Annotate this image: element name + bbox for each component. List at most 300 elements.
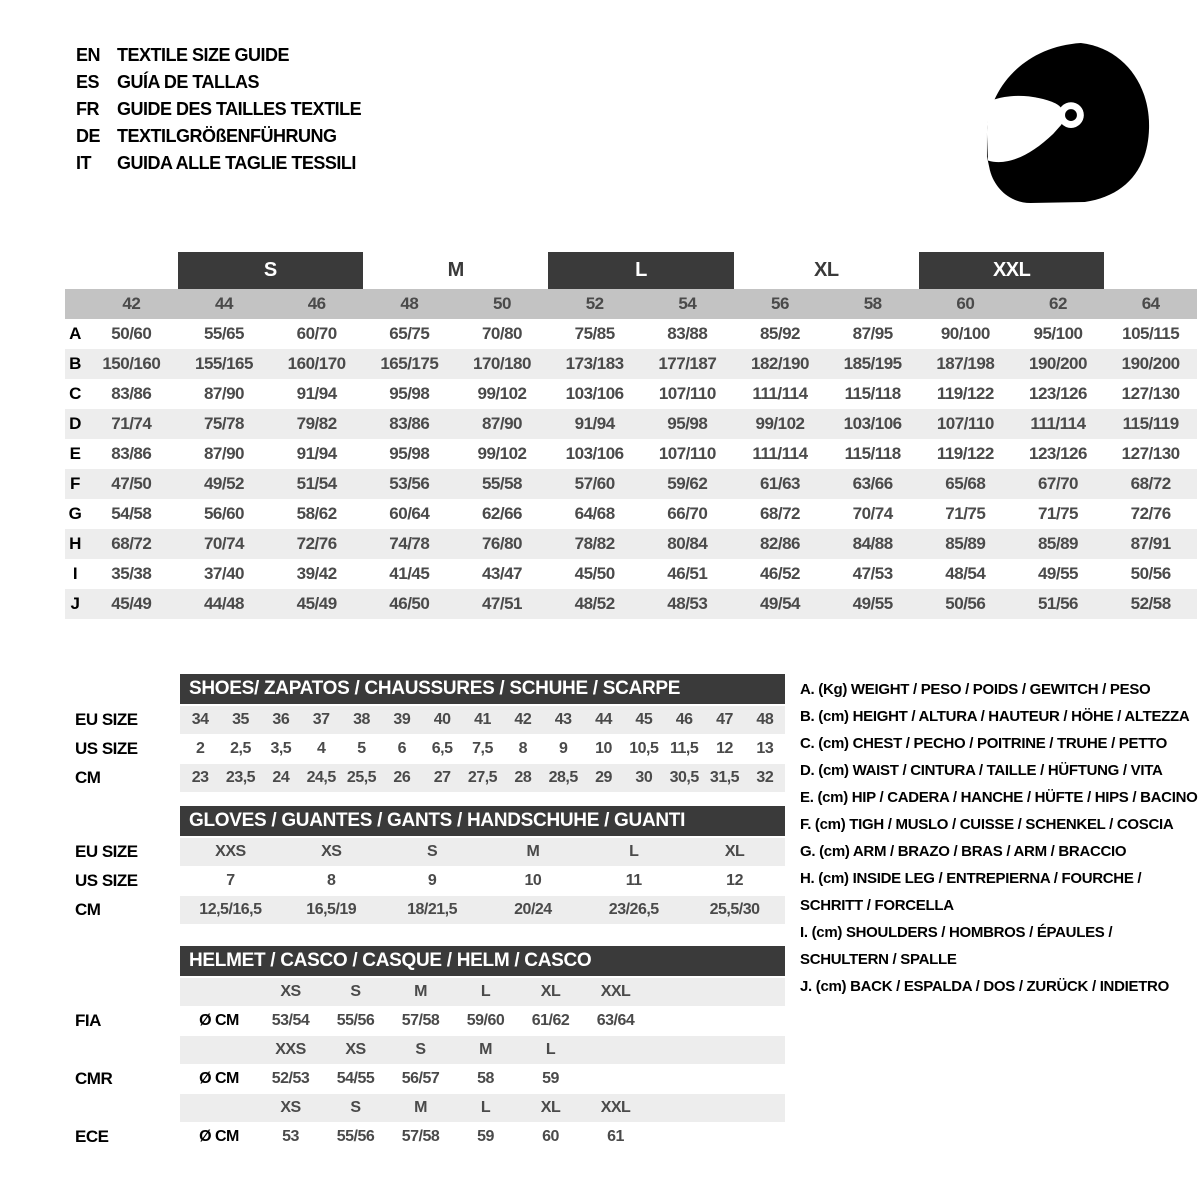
- size-category-xxl: XXL: [919, 252, 1104, 289]
- measurement-value: 46/52: [759, 564, 801, 583]
- measurement-value: 55/65: [203, 324, 245, 343]
- size-value: 9: [558, 740, 568, 757]
- size-value: 41: [474, 711, 491, 728]
- language-title: GUIDE DES TAILLES TEXTILE: [117, 99, 362, 119]
- measurement-value: 41/45: [389, 564, 430, 583]
- size-value: 23/26,5: [608, 901, 659, 918]
- size-value: 39: [393, 711, 411, 728]
- helmet-value: 55/56: [336, 1128, 375, 1145]
- diameter-unit: Ø CM: [199, 1070, 239, 1087]
- measurement-value: 71/75: [1037, 504, 1079, 523]
- helmet-value: 58: [477, 1070, 494, 1087]
- measurement-value: 45/49: [296, 594, 337, 613]
- size-value: 23: [191, 769, 209, 786]
- helmet-size: XS: [345, 1041, 366, 1058]
- size-column-header: 60: [956, 294, 975, 313]
- measurement-value: 107/110: [658, 444, 716, 463]
- size-value: XS: [321, 843, 342, 860]
- size-column-header: 58: [863, 294, 882, 313]
- row-label: CM: [75, 768, 101, 787]
- measurement-value: 71/74: [111, 414, 152, 433]
- racing-helmet-icon: [985, 40, 1153, 206]
- measurement-value: 87/90: [481, 414, 523, 433]
- measurement-value: 79/82: [296, 414, 337, 433]
- size-value: 45: [635, 711, 653, 728]
- measurement-value: 150/160: [102, 354, 161, 373]
- measurement-value: 45/49: [111, 594, 152, 613]
- helmet-size: M: [414, 983, 427, 1000]
- measurement-value: 190/200: [1121, 354, 1180, 373]
- helmet-size-cells: [180, 1036, 785, 1064]
- size-value: 28: [514, 769, 532, 786]
- size-number-row: [65, 289, 1197, 319]
- legend-item: I. (cm) SHOULDERS / HOMBROS / ÉPAULES / SCHULTERN / SPALLE: [800, 924, 1113, 968]
- measurement-value: 70/74: [203, 534, 245, 553]
- helmet-rows: [75, 978, 787, 1151]
- row-letter: E: [69, 444, 81, 463]
- size-value: 47: [716, 711, 733, 728]
- language-row: [76, 42, 361, 69]
- language-code: ES: [76, 72, 100, 92]
- corner-spacer: [65, 289, 85, 319]
- helmet-value: 55/56: [336, 1012, 375, 1029]
- helmet-size: M: [414, 1099, 427, 1116]
- measurement-value: 63/66: [852, 474, 893, 493]
- row-label: US SIZE: [75, 871, 138, 890]
- measurement-value: 52/58: [1130, 594, 1171, 613]
- measurement-value: 39/42: [296, 564, 337, 583]
- size-value: 16,5/19: [306, 901, 357, 918]
- measurement-value: 182/190: [751, 354, 809, 373]
- size-column-header: 52: [585, 294, 604, 313]
- measurement-value: 95/98: [389, 444, 430, 463]
- measurement-value: 47/51: [481, 594, 523, 613]
- size-value: 10: [524, 872, 542, 889]
- size-value: L: [629, 843, 639, 860]
- measurement-value: 103/106: [843, 414, 902, 433]
- size-value: 29: [595, 769, 612, 786]
- textile-size-table: [65, 252, 1197, 619]
- helmet-value: 61: [607, 1128, 624, 1145]
- size-value: 32: [756, 769, 774, 786]
- measurement-value: 119/122: [936, 444, 994, 463]
- measurement-value: 177/187: [658, 354, 717, 373]
- measurement-value: 65/75: [389, 324, 430, 343]
- measurement-value: 95/100: [1033, 324, 1083, 343]
- measurement-value: 95/98: [667, 414, 708, 433]
- size-value: 40: [433, 711, 451, 728]
- helmet-value-cells: [180, 1007, 785, 1035]
- row-letter: B: [69, 354, 81, 373]
- measurement-value: 64/68: [574, 504, 615, 523]
- row-label: CMR: [75, 1069, 113, 1088]
- helmet-value: 57/58: [401, 1128, 440, 1145]
- measurement-row: [65, 469, 1197, 499]
- helmet-size-table: [75, 946, 787, 1152]
- row-label: EU SIZE: [75, 842, 138, 861]
- legend-item: F. (cm) TIGH / MUSLO / CUISSE / SCHENKEL / COSCIA: [800, 816, 1174, 833]
- measurement-legend: [800, 676, 1200, 1000]
- legend-item: A. (Kg) WEIGHT / PESO / POIDS / GEWITCH / PESO: [800, 681, 1151, 698]
- measurement-value: 57/60: [574, 474, 615, 493]
- measurement-value: 48/53: [667, 594, 708, 613]
- measurement-value: 50/56: [945, 594, 986, 613]
- helmet-value: 53: [282, 1128, 299, 1145]
- size-value: 18/21,5: [407, 901, 458, 918]
- measurement-value: 80/84: [667, 534, 708, 553]
- row-label: [75, 1094, 180, 1122]
- size-value: 36: [272, 711, 290, 728]
- size-value: 23,5: [225, 769, 256, 786]
- measurement-row: [65, 319, 1197, 349]
- measurement-value: 60/64: [389, 504, 430, 523]
- helmet-size-row-ece: [75, 1094, 787, 1122]
- helmet-value-cells: [180, 1123, 785, 1151]
- size-value: 13: [756, 740, 774, 757]
- measurement-value: 47/53: [852, 564, 893, 583]
- shoes-row: [75, 706, 787, 734]
- size-column-header: 50: [493, 294, 511, 313]
- measurement-value: 107/110: [658, 384, 716, 403]
- size-value: 44: [595, 711, 612, 728]
- measurement-value: 83/88: [667, 324, 708, 343]
- measurement-value: 111/114: [752, 444, 808, 463]
- measurement-value: 185/195: [843, 354, 902, 373]
- measurement-value: 111/114: [752, 384, 808, 403]
- measurement-value: 75/85: [574, 324, 615, 343]
- measurement-value: 85/92: [759, 324, 801, 343]
- measurement-value: 103/106: [565, 384, 624, 403]
- measurement-value: 68/72: [111, 534, 152, 553]
- shoes-rows: [75, 706, 787, 792]
- size-value: 6: [397, 740, 407, 757]
- measurement-value: 72/76: [1130, 504, 1171, 523]
- row-label: [75, 978, 180, 1006]
- size-value: 28,5: [548, 769, 578, 786]
- measurement-value: 165/175: [380, 354, 439, 373]
- shoes-size-table: [75, 674, 787, 793]
- helmet-value: 59/60: [466, 1012, 505, 1029]
- language-code: IT: [76, 153, 91, 173]
- shoes-table-title: SHOES/ ZAPATOS / CHAUSSURES / SCHUHE / SCARPE: [180, 674, 785, 704]
- size-value: XL: [724, 843, 745, 860]
- measurement-value: 71/75: [945, 504, 986, 523]
- size-value: 42: [514, 711, 532, 728]
- helmet-size: S: [350, 1099, 361, 1116]
- helmet-value-row-ece: [75, 1123, 787, 1151]
- row-letter: I: [72, 564, 78, 583]
- size-value: 12,5/16,5: [199, 901, 262, 918]
- helmet-value: 56/57: [401, 1070, 440, 1087]
- measurement-value: 48/54: [945, 564, 986, 583]
- measurement-value: 59/62: [667, 474, 708, 493]
- language-code: FR: [76, 99, 99, 119]
- size-value: M: [526, 843, 540, 860]
- measurement-value: 84/88: [852, 534, 893, 553]
- size-category-m: M: [447, 259, 464, 281]
- measurement-value: 72/76: [296, 534, 337, 553]
- measurement-value: 67/70: [1037, 474, 1079, 493]
- measurement-value: 105/115: [1122, 324, 1180, 343]
- helmet-size: XXL: [600, 1099, 631, 1116]
- measurement-value: 50/56: [1130, 564, 1171, 583]
- size-value: 31,5: [709, 769, 740, 786]
- measurement-value: 75/78: [203, 414, 245, 433]
- measurement-value: 37/40: [203, 564, 245, 583]
- shoes-row: [75, 764, 787, 792]
- size-value: 30: [635, 769, 653, 786]
- measurement-value: 47/50: [111, 474, 152, 493]
- size-value: S: [426, 843, 438, 860]
- measurement-value: 160/170: [287, 354, 346, 373]
- size-value: 20/24: [514, 901, 552, 918]
- measurement-value: 44/48: [203, 594, 245, 613]
- measurement-value: 91/94: [296, 444, 337, 463]
- measurement-value: 91/94: [296, 384, 337, 403]
- size-value: 2,5: [230, 740, 251, 757]
- size-value: 12: [726, 872, 743, 889]
- size-value: 4: [316, 740, 326, 757]
- helmet-value-cells: [180, 1065, 785, 1093]
- gloves-table-title: GLOVES / GUANTES / GANTS / HANDSCHUHE / GUANTI: [180, 806, 785, 836]
- size-value: 27: [433, 769, 451, 786]
- measurement-value: 61/63: [759, 474, 801, 493]
- size-value: 11: [625, 872, 642, 889]
- size-column-header: 48: [400, 294, 419, 313]
- measurement-value: 48/52: [574, 594, 615, 613]
- measurement-value: 58/62: [296, 504, 337, 523]
- size-value: 35: [232, 711, 249, 728]
- size-value: 25,5: [346, 769, 377, 786]
- diameter-unit: Ø CM: [199, 1128, 239, 1145]
- measurement-value: 70/80: [481, 324, 523, 343]
- measurement-value: 35/38: [111, 564, 152, 583]
- measurement-row: [65, 379, 1197, 409]
- size-value: 38: [353, 711, 370, 728]
- size-value: 7: [226, 872, 235, 889]
- legend-item: E. (cm) HIP / CADERA / HANCHE / HÜFTE / HIPS / BACINO: [800, 789, 1198, 806]
- row-letter: H: [69, 534, 81, 553]
- measurement-value: 90/100: [940, 324, 990, 343]
- shoes-cells: [180, 706, 785, 734]
- size-value: 8: [327, 872, 336, 889]
- diameter-unit: Ø CM: [199, 1012, 239, 1029]
- language-code: EN: [76, 45, 101, 65]
- size-category-xl: XL: [814, 259, 839, 281]
- size-value: 2: [195, 740, 205, 757]
- size-category-s: S: [178, 252, 363, 289]
- measurement-value: 99/102: [755, 414, 805, 433]
- unit-spacer: [180, 978, 258, 1006]
- measurement-value: 115/118: [844, 444, 901, 463]
- helmet-size: L: [480, 983, 491, 1000]
- helmet-value: 57/58: [401, 1012, 440, 1029]
- measurement-value: 66/70: [667, 504, 708, 523]
- row-label: [75, 1036, 180, 1064]
- size-value: 25,5/30: [709, 901, 760, 918]
- legend-item: D. (cm) WAIST / CINTURA / TAILLE / HÜFTUNG / VITA: [800, 762, 1163, 779]
- row-label: US SIZE: [75, 739, 138, 758]
- measurement-value: 43/47: [481, 564, 523, 583]
- size-value: 12: [716, 740, 733, 757]
- legend-item: B. (cm) HEIGHT / ALTURA / HAUTEUR / HÖHE / ALTEZZA: [800, 708, 1190, 725]
- size-value: XXS: [215, 843, 246, 860]
- helmet-size-cells: [180, 978, 785, 1006]
- size-value: 37: [312, 711, 330, 728]
- language-title: GUIDA ALLE TAGLIE TESSILI: [117, 153, 356, 173]
- size-value: 43: [554, 711, 572, 728]
- measurement-value: 87/91: [1130, 534, 1171, 553]
- measurement-value: 54/58: [111, 504, 152, 523]
- row-letter: G: [68, 504, 82, 523]
- row-label: ECE: [75, 1127, 109, 1146]
- measurement-value: 83/86: [111, 384, 152, 403]
- shoes-cells: [180, 764, 785, 792]
- measurement-value: 87/90: [203, 444, 245, 463]
- measurement-row: [65, 499, 1197, 529]
- helmet-size: XXL: [600, 983, 631, 1000]
- row-letter: C: [69, 384, 81, 403]
- measurement-row: [65, 409, 1197, 439]
- measurement-value: 127/130: [1121, 384, 1180, 403]
- size-value: 46: [675, 711, 693, 728]
- measurement-value: 170/180: [473, 354, 531, 373]
- language-title: TEXTILE SIZE GUIDE: [117, 45, 290, 65]
- measurement-value: 51/54: [296, 474, 337, 493]
- row-letter: F: [70, 474, 80, 493]
- gloves-row: [75, 867, 787, 895]
- helmet-size: XL: [540, 983, 561, 1000]
- helmet-value: 59: [542, 1070, 559, 1087]
- size-column-header: 56: [771, 294, 789, 313]
- measurement-value: 95/98: [389, 384, 430, 403]
- size-value: 6,5: [431, 740, 453, 757]
- legend-item: C. (cm) CHEST / PECHO / POITRINE / TRUHE / PETTO: [800, 735, 1168, 752]
- size-column-header: 44: [215, 294, 233, 313]
- row-letter: J: [70, 594, 80, 613]
- measurement-value: 56/60: [203, 504, 245, 523]
- helmet-size-cells: [180, 1094, 785, 1122]
- measurement-value: 123/126: [1029, 384, 1087, 403]
- size-value: 27,5: [467, 769, 498, 786]
- measurement-value: 111/114: [1030, 414, 1086, 433]
- language-row: [76, 150, 361, 177]
- measurement-value: 76/80: [481, 534, 523, 553]
- row-letter: D: [69, 414, 81, 433]
- helmet-size: XL: [540, 1099, 561, 1116]
- helmet-value: 54/55: [336, 1070, 375, 1087]
- size-value: 7,5: [472, 740, 493, 757]
- size-value: 24: [272, 769, 290, 786]
- measurement-value: 103/106: [565, 444, 624, 463]
- helmet-table-title: HELMET / CASCO / CASQUE / HELM / CASCO: [180, 946, 785, 976]
- measurement-value: 68/72: [759, 504, 801, 523]
- measurement-value: 49/55: [1037, 564, 1079, 583]
- helmet-value-row-fia: [75, 1007, 787, 1035]
- language-row: [76, 96, 361, 123]
- measurement-value: 91/94: [574, 414, 615, 433]
- size-value: 30,5: [669, 769, 699, 786]
- measurement-value: 62/66: [481, 504, 523, 523]
- size-column-header: 54: [678, 294, 697, 313]
- measurement-value: 83/86: [111, 444, 152, 463]
- helmet-size: XXS: [275, 1041, 306, 1058]
- measurement-rows: [65, 319, 1197, 619]
- measurement-value: 45/50: [574, 564, 615, 583]
- measurement-value: 115/119: [1122, 414, 1179, 433]
- measurement-value: 46/50: [389, 594, 430, 613]
- measurement-value: 99/102: [477, 384, 527, 403]
- legend-item: G. (cm) ARM / BRAZO / BRAS / ARM / BRACCIO: [800, 843, 1127, 860]
- size-value: 10,5: [629, 740, 659, 757]
- measurement-value: 119/122: [936, 384, 994, 403]
- measurement-value: 70/74: [852, 504, 893, 523]
- size-value: 9: [427, 872, 437, 889]
- measurement-value: 127/130: [1121, 444, 1180, 463]
- measurement-row: [65, 589, 1197, 619]
- measurement-value: 187/198: [936, 354, 995, 373]
- size-value: 8: [518, 740, 528, 757]
- language-title: TEXTILGRÖßENFÜHRUNG: [117, 126, 337, 146]
- language-titles: [76, 42, 361, 177]
- measurement-value: 87/95: [852, 324, 893, 343]
- gloves-row: [75, 896, 787, 924]
- measurement-value: 51/56: [1037, 594, 1079, 613]
- gloves-size-table: [75, 806, 787, 925]
- helmet-size: XS: [280, 983, 301, 1000]
- size-value: 34: [191, 711, 209, 728]
- helmet-size-row-cmr: [75, 1036, 787, 1064]
- measurement-value: 87/90: [203, 384, 245, 403]
- measurement-value: 78/82: [574, 534, 615, 553]
- measurement-value: 82/86: [759, 534, 801, 553]
- helmet-size: L: [545, 1041, 556, 1058]
- size-value: 26: [393, 769, 411, 786]
- helmet-value-row-cmr: [75, 1065, 787, 1093]
- measurement-row: [65, 349, 1197, 379]
- helmet-size: S: [415, 1041, 426, 1058]
- gloves-row: [75, 838, 787, 866]
- measurement-value: 85/89: [1037, 534, 1079, 553]
- row-label: FIA: [75, 1011, 101, 1030]
- measurement-value: 107/110: [936, 414, 994, 433]
- gloves-cells: [180, 838, 785, 866]
- unit-spacer: [180, 1036, 258, 1064]
- size-category-l: L: [548, 252, 733, 289]
- size-column-header: 64: [1141, 294, 1160, 313]
- gloves-rows: [75, 838, 787, 924]
- measurement-value: 115/118: [844, 384, 901, 403]
- measurement-row: [65, 529, 1197, 559]
- language-title: GUÍA DE TALLAS: [117, 72, 259, 92]
- size-value: 11,5: [670, 740, 699, 757]
- measurement-value: 49/55: [852, 594, 893, 613]
- measurement-value: 68/72: [1130, 474, 1171, 493]
- row-label: EU SIZE: [75, 710, 138, 729]
- size-value: 24,5: [306, 769, 336, 786]
- measurement-value: 53/56: [389, 474, 430, 493]
- helmet-size: S: [350, 983, 361, 1000]
- helmet-value: 63/64: [596, 1012, 635, 1029]
- measurement-value: 60/70: [296, 324, 337, 343]
- helmet-size: M: [479, 1041, 492, 1058]
- size-column-header: 46: [307, 294, 326, 313]
- measurement-row: [65, 439, 1197, 469]
- measurement-value: 155/165: [195, 354, 253, 373]
- size-value: 3,5: [270, 740, 292, 757]
- row-letter: A: [69, 324, 81, 343]
- measurement-value: 173/183: [565, 354, 624, 373]
